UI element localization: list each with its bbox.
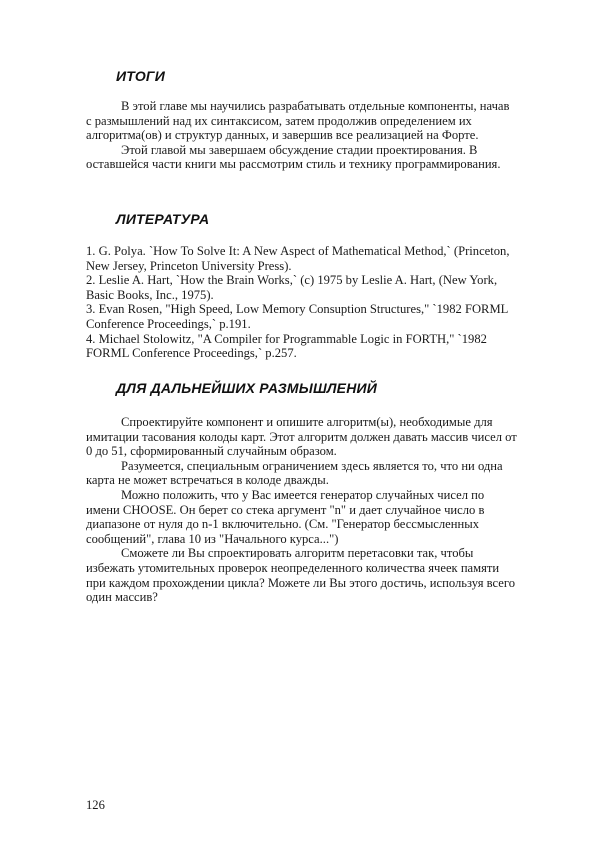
summary-body xyxy=(86,99,518,172)
paragraph: Можно положить, что у Вас имеется генератор случайных чисел по имени CHOOSE. Он берет со стека аргумент "n" и дает случайное число в диапазоне от нуля до n-1 включительно. (См. "Генератор бессмысленных сообщений", глава 10 из "Начального курса...") xyxy=(86,487,485,546)
paragraph: Спроектируйте компонент и опишите алгоритм(ы), необходимые для имитации тасования колоды карт. Этот алгоритм должен давать массив чисел от 0 до 51, сформированный случайным образом. xyxy=(86,415,517,459)
references-list xyxy=(86,244,526,361)
paragraph: Этой главой мы завершаем обсуждение стадии проектирования. В оставшейся части книги мы рассмотрим стиль и технику программирования. xyxy=(86,142,501,172)
further-body xyxy=(86,415,518,605)
section-heading-further: ДЛЯ ДАЛЬНЕЙШИХ РАЗМЫШЛЕНИЙ xyxy=(116,380,378,396)
reference-item: 2. Leslie A. Hart, `How the Brain Works,` (c) 1975 by Leslie A. Hart, (New York, Basic Books, Inc., 1975). xyxy=(86,273,498,302)
reference-item: 1. G. Polya. `How To Solve It: A New Aspect of Mathematical Method,` (Princeton, New Jersey, Princeton University Press). xyxy=(86,244,510,273)
paragraph: В этой главе мы научились разрабатывать отдельные компоненты, начав с размышлений над их синтаксисом, затем продолжив определением их алгоритма(ов) и структур данных, и завершив все реализацией на Форте. xyxy=(86,99,510,143)
reference-item: 4. Michael Stolowitz, "A Compiler for Programmable Logic in FORTH," `1982 FORML Conference Proceedings,` p.257. xyxy=(86,331,487,361)
paragraph: Разумеется, специальным ограничением здесь является то, что ни одна карта не может встречаться в колоде дважды. xyxy=(86,458,503,488)
paragraph: Сможете ли Вы спроектировать алгоритм перетасовки так, чтобы избежать утомительных проверок неопределенного количества ячеек памяти при каждом прохождении цикла? Можете ли Вы этого достичь, используя всего один массив? xyxy=(86,546,516,605)
section-heading-summary: ИТОГИ xyxy=(116,68,165,84)
section-heading-references: ЛИТЕРАТУРА xyxy=(116,211,210,227)
reference-item: 3. Evan Rosen, "High Speed, Low Memory Consuption Structures," `1982 FORML Conference Proceedings,` p.191. xyxy=(86,302,508,331)
page-number: 126 xyxy=(86,798,105,812)
